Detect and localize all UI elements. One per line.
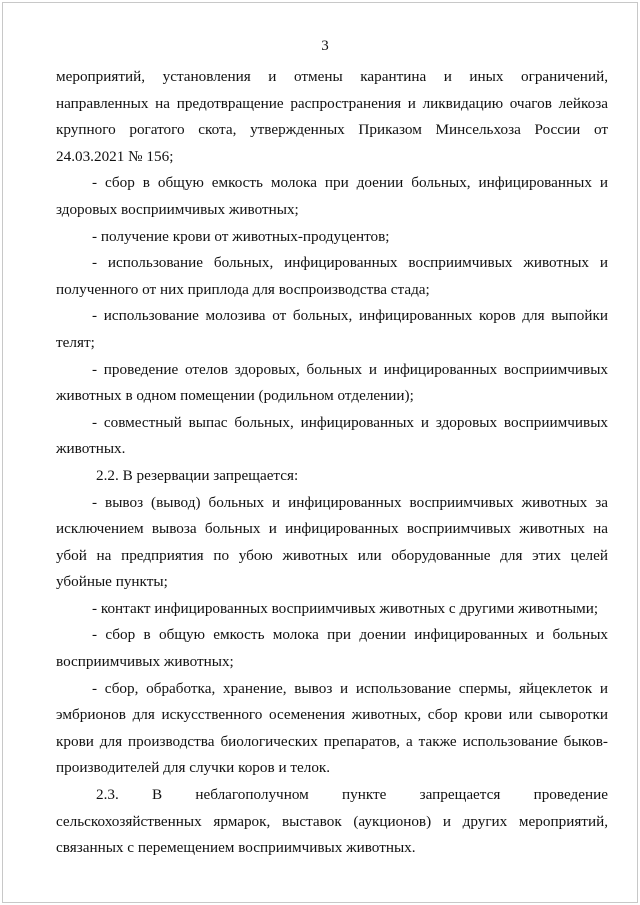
list-item: - использование больных, инфицированных восприимчивых животных и полученного от них приплода для воспроизводства стада; — [56, 254, 608, 298]
list-item: - сбор, обработка, хранение, вывоз и использование спермы, яйцеклеток и эмбрионов для искусственного осеменения животных, сбор крови или сыворотки крови для производства биологических препаратов, а также использование быков-производителей для случки коров и телок. — [56, 679, 608, 777]
list-item: - сбор в общую емкость молока при доении больных, инфицированных и здоровых восприимчивых животных; — [56, 174, 608, 218]
document-body — [56, 64, 608, 862]
list-item: - совместный выпас больных, инфицированных и здоровых восприимчивых животных. — [56, 413, 608, 458]
section-paragraph: 2.3. В неблагополучном пункте запрещается проведение сельскохозяйственных ярмарок, выставок (аукционов) и других мероприятий, связанных с перемещением восприимчивых животных. — [56, 786, 608, 857]
section-heading: 2.2. В резервации запрещается: — [96, 466, 299, 484]
list-item: - сбор в общую емкость молока при доении инфицированных и больных восприимчивых животных; — [56, 626, 608, 671]
page-number: 3 — [321, 38, 329, 54]
list-item: - проведение отелов здоровых, больных и инфицированных восприимчивых животных в одном помещении (родильном отделении); — [56, 360, 608, 405]
list-item: - контакт инфицированных восприимчивых животных с другими животными; — [92, 599, 599, 617]
paragraph-continuation: мероприятий, установления и отмены карантина и иных ограничений, направленных на предотвращение распространения и ликвидацию очагов лейкоза крупного рогатого скота, утвержденных Приказом Минсельхоза России от 24.03.2021 № 156; — [56, 68, 608, 165]
list-item: - получение крови от животных-продуцентов; — [92, 227, 390, 245]
list-item: - вывоз (вывод) больных и инфицированных восприимчивых животных за исключением вывоза больных и инфицированных восприимчивых животных на убой на предприятия по убою животных или оборудованные для этих целей убойные пункты; — [56, 493, 608, 591]
list-item: - использование молозива от больных, инфицированных коров для выпойки телят; — [56, 307, 608, 351]
